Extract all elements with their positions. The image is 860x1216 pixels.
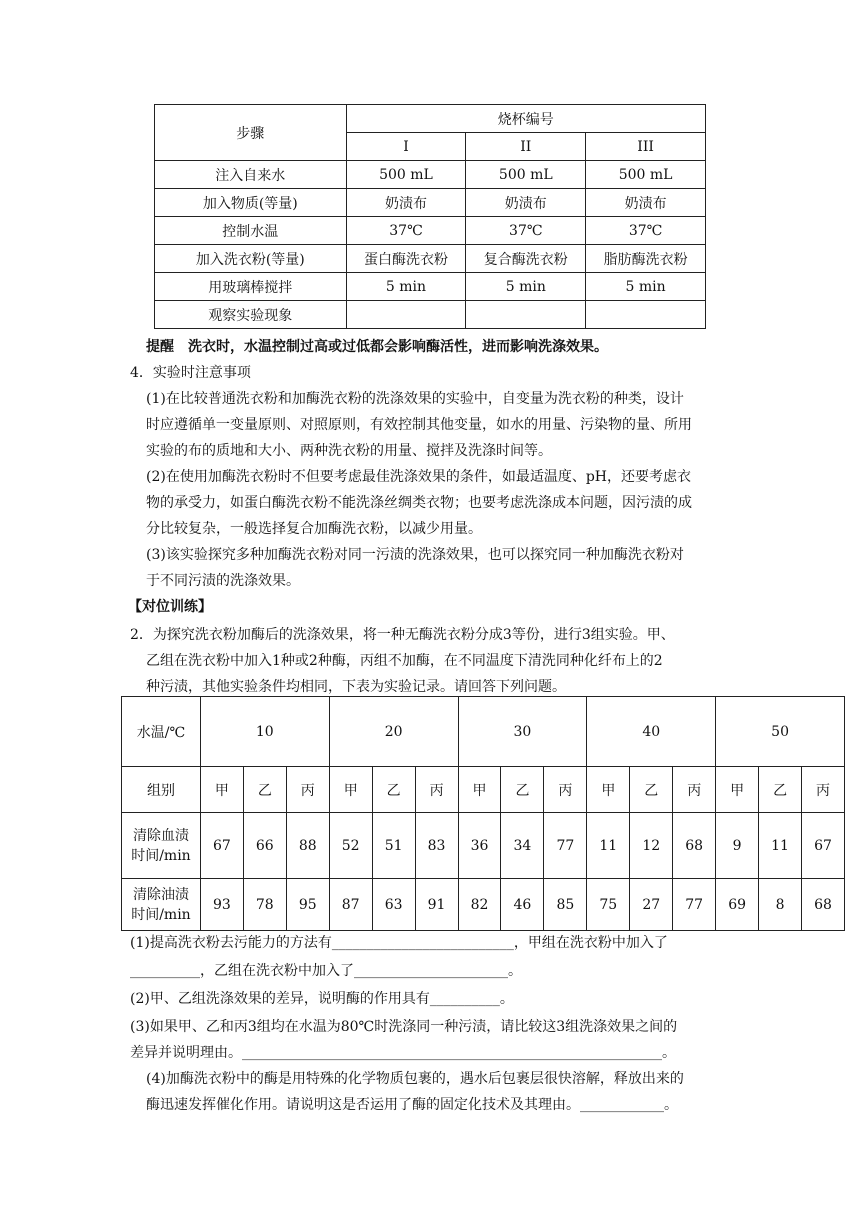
group-label: 组别 — [122, 767, 201, 813]
temp-header: 20 — [329, 697, 458, 767]
table-cell: 51 — [372, 813, 415, 879]
table-cell: 67 — [802, 813, 845, 879]
question-line: (4)加酶洗衣粉中的酶是用特殊的化学物质包裹的，遇水后包裹层很快溶解，释放出来的 — [146, 1071, 684, 1087]
paragraph-line: 分比较复杂，一般选择复合加酶洗衣粉，以减少用量。 — [146, 521, 482, 537]
row-label-line: 清除血渍 — [132, 827, 189, 844]
temp-header: 30 — [458, 697, 587, 767]
group-header: 丙 — [286, 767, 329, 813]
table-cell: 77 — [544, 813, 587, 879]
beaker-col: I — [346, 133, 466, 161]
table-cell — [586, 301, 706, 329]
question-line: 乙组在洗衣粉中加入1种或2种酶，丙组不加酶，在不同温度下清洗同种化纤布上的2 — [146, 653, 663, 669]
training-heading: 【对位训练】 — [128, 599, 212, 615]
table-cell: 36 — [458, 813, 501, 879]
paragraph-line: 时应遵循单一变量原则、对照原则，有效控制其他变量，如水的用量、污染物的量、所用 — [146, 417, 692, 433]
table-cell: 68 — [673, 813, 716, 879]
answer-questions — [130, 932, 840, 1122]
table-cell: 11 — [759, 813, 802, 879]
step-header: 步骤 — [155, 105, 347, 161]
table-cell: 复合酶洗衣粉 — [466, 245, 586, 273]
table-cell: 蛋白酶洗衣粉 — [346, 245, 466, 273]
section4-body — [146, 388, 846, 588]
group-header: 甲 — [458, 767, 501, 813]
question-line: 种污渍，其他实验条件均相同，下表为实验记录。请回答下列问题。 — [146, 679, 566, 695]
table-cell: 85 — [544, 879, 587, 931]
beaker-table — [154, 104, 706, 329]
table-cell: 奶渍布 — [466, 189, 586, 217]
row-label-line: 清除油渍 — [132, 886, 189, 903]
section-heading: 4．实验时注意事项 — [130, 365, 251, 381]
paragraph-line: 实验的布的质地和大小、两种洗衣粉的用量、搅拌及洗涤时间等。 — [146, 443, 552, 459]
temp-header: 10 — [200, 697, 329, 767]
table-cell: 66 — [243, 813, 286, 879]
group-header: 乙 — [372, 767, 415, 813]
group-header: 丙 — [802, 767, 845, 813]
table-cell — [346, 301, 466, 329]
table-cell: 5 min — [586, 273, 706, 301]
table-cell: 500 mL — [586, 161, 706, 189]
group-header: 丙 — [673, 767, 716, 813]
question-line: 差异并说明理由。____________________________________________________________。 — [130, 1045, 676, 1061]
tip — [146, 336, 608, 358]
table-cell: 脂肪酶洗衣粉 — [586, 245, 706, 273]
table-row — [155, 301, 706, 329]
group-header: 乙 — [243, 767, 286, 813]
group-header: 乙 — [501, 767, 544, 813]
row-label: 观察实验现象 — [155, 301, 347, 329]
question-2 — [130, 624, 840, 698]
group-header: 丙 — [544, 767, 587, 813]
table-cell: 83 — [415, 813, 458, 879]
paragraph-line: (2)在使用加酶洗衣粉时不但要考虑最佳洗涤效果的条件，如最适温度、pH，还要考虑衣 — [146, 469, 691, 485]
row-label — [122, 879, 201, 931]
table-cell: 82 — [458, 879, 501, 931]
table-cell: 75 — [587, 879, 630, 931]
table-cell: 500 mL — [346, 161, 466, 189]
table-cell — [466, 301, 586, 329]
table-cell: 93 — [200, 879, 243, 931]
table-cell: 63 — [372, 879, 415, 931]
table-cell: 46 — [501, 879, 544, 931]
temp-label: 水温/℃ — [122, 697, 201, 767]
table-cell: 91 — [415, 879, 458, 931]
table-cell: 87 — [329, 879, 372, 931]
table-cell: 67 — [200, 813, 243, 879]
tip-text: 洗衣时，水温控制过高或过低都会影响酶活性，进而影响洗涤效果。 — [188, 339, 608, 355]
table-row — [155, 245, 706, 273]
row-label: 加入物质(等量) — [155, 189, 347, 217]
table-cell: 奶渍布 — [346, 189, 466, 217]
question-line: (1)提高洗衣粉去污能力的方法有__________________________，甲组在洗衣粉中加入了 — [130, 935, 668, 951]
row-label: 加入洗衣粉(等量) — [155, 245, 347, 273]
table-cell: 500 mL — [466, 161, 586, 189]
table-cell: 37℃ — [586, 217, 706, 245]
temp-header: 50 — [716, 697, 845, 767]
group-header: 甲 — [329, 767, 372, 813]
table-row — [155, 273, 706, 301]
question-line: (3)如果甲、乙和丙3组均在水温为80℃时洗涤同一种污渍，请比较这3组洗涤效果之间的 — [130, 1019, 678, 1035]
wash-results-table — [121, 696, 845, 931]
row-label-line: 时间/min — [131, 906, 191, 923]
group-header: 甲 — [587, 767, 630, 813]
table-cell: 11 — [587, 813, 630, 879]
table-cell: 5 min — [466, 273, 586, 301]
table-cell: 77 — [673, 879, 716, 931]
beaker-col: II — [466, 133, 586, 161]
table-row — [122, 879, 845, 931]
group-header: 乙 — [759, 767, 802, 813]
beaker-number-header: 烧杯编号 — [346, 105, 705, 133]
row-label: 控制水温 — [155, 217, 347, 245]
table-row — [155, 189, 706, 217]
table-cell: 27 — [630, 879, 673, 931]
table-row — [155, 161, 706, 189]
table-cell: 37℃ — [466, 217, 586, 245]
table-cell: 68 — [802, 879, 845, 931]
table-row — [122, 813, 845, 879]
tip-label: 提醒 — [146, 339, 174, 355]
temp-header: 40 — [587, 697, 716, 767]
paragraph-line: (3)该实验探究多种加酶洗衣粉对同一污渍的洗涤效果，也可以探究同一种加酶洗衣粉对 — [146, 547, 684, 563]
table-cell: 69 — [716, 879, 759, 931]
question-line: (2)甲、乙组洗涤效果的差异，说明酶的作用具有__________。 — [130, 991, 514, 1007]
row-label-line: 时间/min — [131, 847, 191, 864]
table-cell: 37℃ — [346, 217, 466, 245]
group-header: 乙 — [630, 767, 673, 813]
paragraph-line: 物的承受力，如蛋白酶洗衣粉不能洗涤丝绸类衣物；也要考虑洗涤成本问题，因污渍的成 — [146, 495, 692, 511]
row-label: 用玻璃棒搅拌 — [155, 273, 347, 301]
table-cell: 52 — [329, 813, 372, 879]
question-line: 酶迅速发挥催化作用。请说明这是否运用了酶的固定化技术及其理由。____________。 — [146, 1097, 678, 1113]
row-label — [122, 813, 201, 879]
table-cell: 9 — [716, 813, 759, 879]
table-cell: 8 — [759, 879, 802, 931]
row-label: 注入自来水 — [155, 161, 347, 189]
group-header: 丙 — [415, 767, 458, 813]
group-header: 甲 — [200, 767, 243, 813]
table-cell: 95 — [286, 879, 329, 931]
beaker-col: III — [586, 133, 706, 161]
group-header: 甲 — [716, 767, 759, 813]
table-cell: 78 — [243, 879, 286, 931]
table-row — [155, 217, 706, 245]
table-cell: 12 — [630, 813, 673, 879]
paragraph-line: (1)在比较普通洗衣粉和加酶洗衣粉的洗涤效果的实验中，自变量为洗衣粉的种类，设计 — [146, 391, 684, 407]
table-cell: 34 — [501, 813, 544, 879]
paragraph-line: 于不同污渍的洗涤效果。 — [146, 573, 300, 589]
table-cell: 5 min — [346, 273, 466, 301]
question-line: __________，乙组在洗衣粉中加入了______________________。 — [130, 963, 522, 979]
question-line: 2．为探究洗衣粉加酶后的洗涤效果，将一种无酶洗衣粉分成3等份，进行3组实验。甲、 — [130, 627, 675, 643]
table-cell: 奶渍布 — [586, 189, 706, 217]
table-cell: 88 — [286, 813, 329, 879]
